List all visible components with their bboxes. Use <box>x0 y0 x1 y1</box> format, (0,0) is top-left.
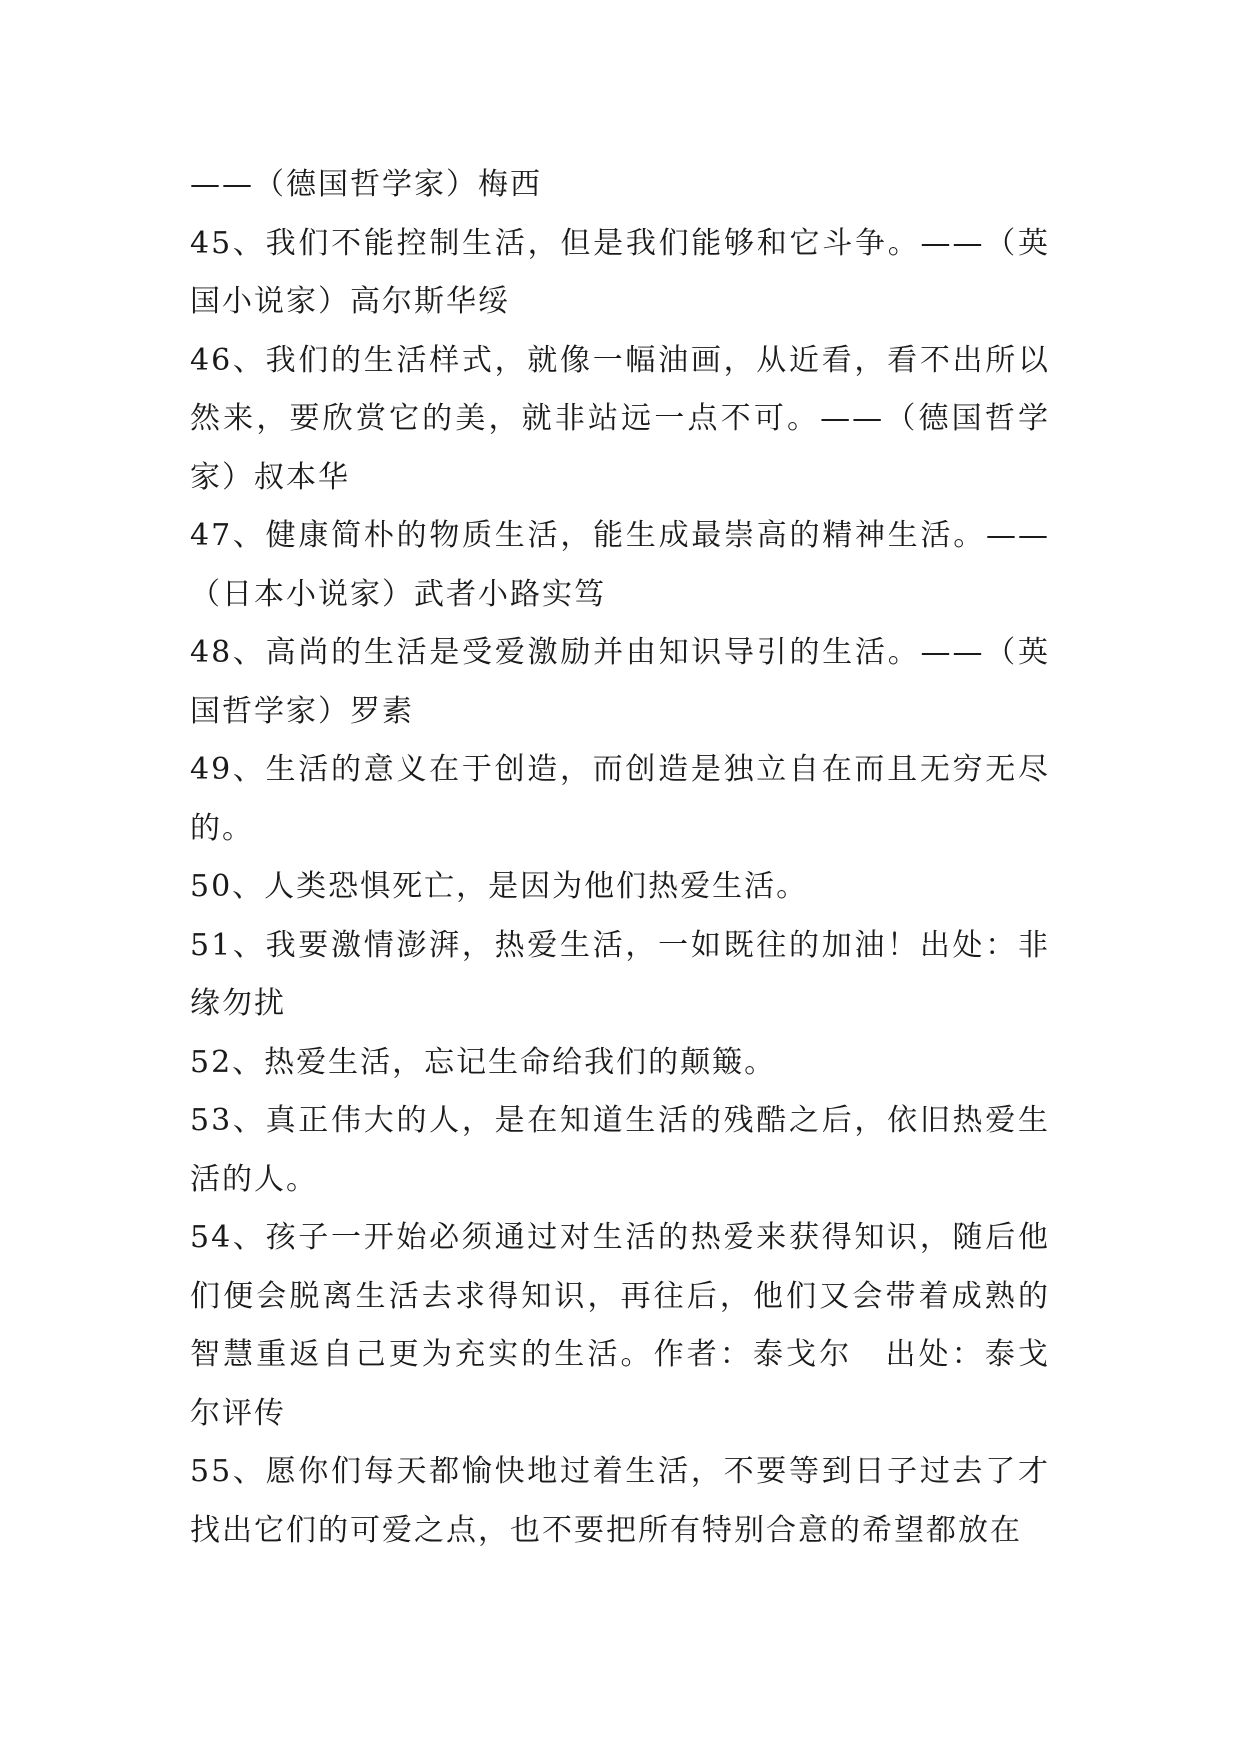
quote-51: 51、我要激情澎湃，热爱生活，一如既往的加油！出处：非缘勿扰 <box>190 927 1050 1021</box>
quote-48: 48、高尚的生活是受爱激励并由知识导引的生活。——（英国哲学家）罗素 <box>190 635 1050 729</box>
quote-55: 55、愿你们每天都愉快地过着生活，不要等到日子过去了才找出它们的可爱之点，也不要把所有特别合意的希望都放在 <box>190 1454 1050 1548</box>
document-body <box>190 156 1050 1560</box>
quote-46: 46、我们的生活样式，就像一幅油画，从近看，看不出所以然来，要欣赏它的美，就非站远一点不可。——（德国哲学家）叔本华 <box>190 342 1050 495</box>
quote-47: 47、健康简朴的物质生活，能生成最崇高的精神生活。——（日本小说家）武者小路实笃 <box>190 518 1050 612</box>
quote-49: 49、生活的意义在于创造，而创造是独立自在而且无穷无尽的。 <box>190 752 1050 846</box>
quote-52: 52、热爱生活，忘记生命给我们的颠簸。 <box>190 1044 777 1080</box>
quote-53: 53、真正伟大的人，是在知道生活的残酷之后，依旧热爱生活的人。 <box>190 1103 1050 1197</box>
quote-attribution-continued: ——（德国哲学家）梅西 <box>190 167 542 202</box>
quote-54: 54、孩子一开始必须通过对生活的热爱来获得知识，随后他们便会脱离生活去求得知识，再往后，他们又会带着成熟的智慧重返自己更为充实的生活。作者：泰戈尔 出处：泰戈尔评传 <box>190 1220 1050 1431</box>
quote-50: 50、人类恐惧死亡，是因为他们热爱生活。 <box>190 869 809 904</box>
quote-45: 45、我们不能控制生活，但是我们能够和它斗争。——（英国小说家）高尔斯华绥 <box>190 225 1050 319</box>
